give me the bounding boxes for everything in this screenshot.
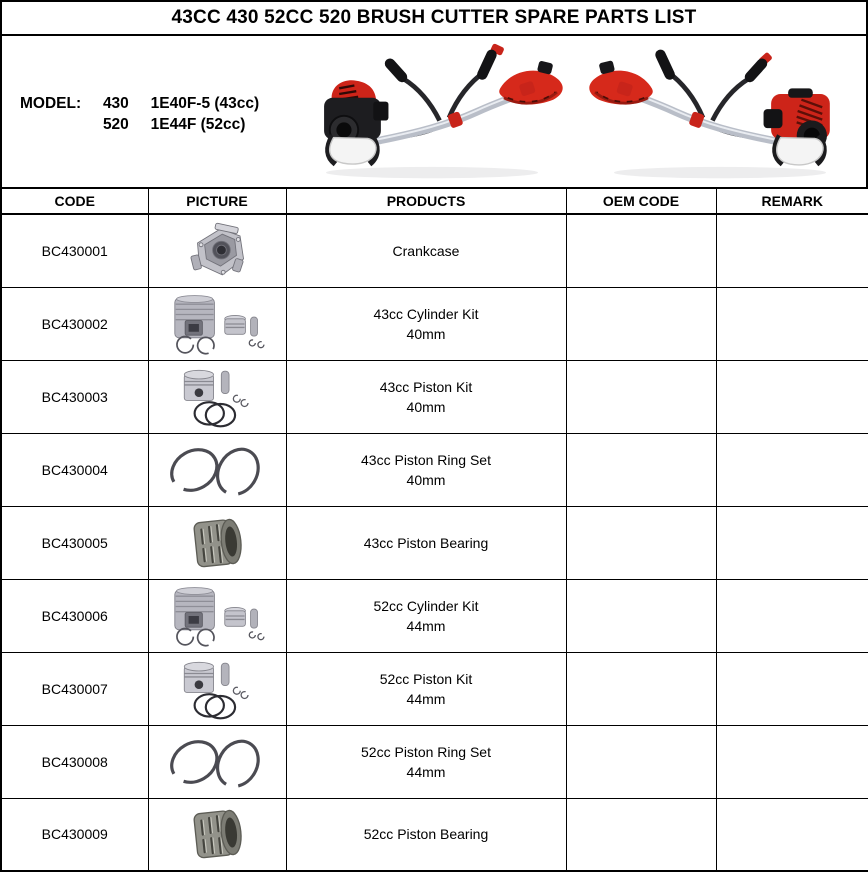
product-cell [286, 360, 566, 433]
code-cell: BC430006 [1, 579, 148, 652]
engine-code-520: 1E44F (52cc) [150, 116, 246, 133]
col-header-remark: REMARK [716, 188, 868, 214]
code-cell: BC430003 [1, 360, 148, 433]
remark-cell [716, 214, 868, 287]
product-cell [286, 579, 566, 652]
product-name-line: Crankcase [392, 242, 460, 259]
code-cell: BC430005 [1, 506, 148, 579]
table-row [1, 506, 868, 579]
part-photo [158, 512, 276, 574]
table-row [1, 652, 868, 725]
code-cell: BC430004 [1, 433, 148, 506]
remark-cell [716, 287, 868, 360]
product-cell [286, 652, 566, 725]
product-size-line: 44mm [406, 690, 446, 707]
code-cell: BC430008 [1, 725, 148, 798]
brush-cutter-photo-right [576, 41, 864, 183]
part-photo [158, 366, 276, 428]
picture-cell [148, 798, 286, 871]
code-cell: BC430009 [1, 798, 148, 871]
picture-cell [148, 506, 286, 579]
oem-code-cell [566, 798, 716, 871]
oem-code-cell [566, 579, 716, 652]
product-name-line: 43cc Piston Kit [379, 378, 473, 395]
product-name-line: 43cc Cylinder Kit [373, 305, 479, 322]
header-section [0, 36, 868, 187]
part-photo [158, 293, 276, 355]
model-info [2, 89, 268, 134]
picture-cell [148, 433, 286, 506]
oem-code-cell [566, 287, 716, 360]
table-row [1, 579, 868, 652]
product-name-line: 43cc Piston Bearing [363, 534, 489, 551]
code-cell: BC430002 [1, 287, 148, 360]
page-title: 43CC 430 52CC 520 BRUSH CUTTER SPARE PARTS LIST [0, 0, 868, 36]
table-row [1, 433, 868, 506]
oem-code-cell [566, 725, 716, 798]
product-size-line: 40mm [406, 471, 446, 488]
model-label: MODEL: [20, 95, 82, 112]
product-cell [286, 433, 566, 506]
remark-cell [716, 433, 868, 506]
model-number-430: 430 [102, 95, 129, 112]
product-name-line: 43cc Piston Ring Set [361, 451, 491, 468]
remark-cell [716, 360, 868, 433]
engine-code-430: 1E40F-5 (43cc) [150, 95, 260, 112]
brush-cutter-photo-left [288, 41, 576, 183]
remark-cell [716, 579, 868, 652]
oem-code-cell [566, 433, 716, 506]
part-photo [158, 803, 276, 865]
picture-cell [148, 287, 286, 360]
product-size-line: 44mm [406, 617, 446, 634]
col-header-oem-code: OEM CODE [566, 188, 716, 214]
product-cell [286, 798, 566, 871]
picture-cell [148, 652, 286, 725]
product-name-line: 52cc Piston Kit [379, 670, 473, 687]
oem-code-cell [566, 214, 716, 287]
product-name-line: 52cc Piston Ring Set [361, 743, 491, 760]
oem-code-cell [566, 360, 716, 433]
table-row [1, 287, 868, 360]
product-cell [286, 287, 566, 360]
product-size-line: 40mm [406, 325, 446, 342]
table-row [1, 360, 868, 433]
product-photos [268, 41, 868, 183]
part-photo [158, 585, 276, 647]
remark-cell [716, 506, 868, 579]
product-size-line: 44mm [406, 763, 446, 780]
picture-cell [148, 360, 286, 433]
code-cell: BC430007 [1, 652, 148, 725]
oem-code-cell [566, 506, 716, 579]
product-size-line: 40mm [406, 398, 446, 415]
product-cell [286, 506, 566, 579]
parts-table [0, 187, 868, 872]
part-photo [158, 439, 276, 501]
model-grid [20, 95, 268, 134]
oem-code-cell [566, 652, 716, 725]
remark-cell [716, 725, 868, 798]
picture-cell [148, 725, 286, 798]
picture-cell [148, 214, 286, 287]
product-cell [286, 214, 566, 287]
remark-cell [716, 652, 868, 725]
product-name-line: 52cc Cylinder Kit [373, 597, 479, 614]
col-header-picture: PICTURE [148, 188, 286, 214]
table-row [1, 725, 868, 798]
picture-cell [148, 579, 286, 652]
model-grid-spacer [20, 116, 90, 134]
product-name-line: 52cc Piston Bearing [363, 826, 489, 843]
product-cell [286, 725, 566, 798]
table-row [1, 798, 868, 871]
col-header-code: CODE [1, 188, 148, 214]
table-header-row [1, 188, 868, 214]
table-row [1, 214, 868, 287]
col-header-products: PRODUCTS [286, 188, 566, 214]
part-photo [158, 220, 276, 282]
code-cell: BC430001 [1, 214, 148, 287]
part-photo [158, 658, 276, 720]
remark-cell [716, 798, 868, 871]
model-number-520: 520 [102, 116, 129, 133]
part-photo [158, 731, 276, 793]
